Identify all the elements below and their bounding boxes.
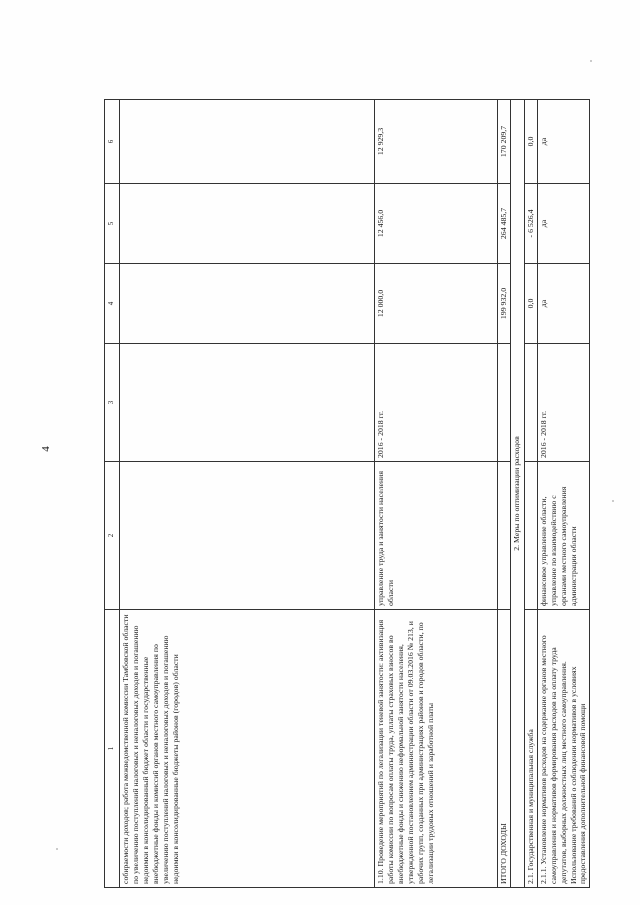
section-title: 2. Меры по оптимизации расходов [510,100,524,888]
responsible-body: управление труда и занятости населения области [375,462,498,610]
value-col6: 12 929,3 [375,100,498,184]
value-col4: 12 000,0 [375,264,498,344]
subsection-col5: - 6 526,4 [524,184,537,264]
subsection-empty-3 [524,344,537,462]
table-row [120,100,375,888]
period: 2016 - 2018 гг. [375,344,498,462]
value-col5 [120,184,375,264]
total-empty-3 [498,344,511,462]
total-empty-2 [498,462,511,610]
value-col6 [120,100,375,184]
subsection-empty-2 [524,462,537,610]
value-col6: да [537,100,590,184]
measure-description: 2.1.1. Установление нормативов расходов на содержание органов местного самоуправления и нормативов формирования расходов на оплату труда депутатов, выборных должностных лиц местного самоуправления. Использование требований о соблюдении нормативов в условиях предоставления дополнительной финансовой помощи [537,610,590,888]
value-col4: да [537,264,590,344]
responsible-body: финансовое управление области, управление по взаимодействию с органами местного самоуправления администрации области [537,462,590,610]
rotated-table-container [104,100,588,888]
total-col6: 170 209,7 [498,100,511,184]
subsection-col4: 0,0 [524,264,537,344]
subsection-col6: 0,0 [524,100,537,184]
total-label: ИТОГО ДОХОДЫ [498,610,511,888]
total-row [498,100,511,888]
subsection-label: 2.1. Государственная и муниципальная служба [524,610,537,888]
col-header-5: 5 [105,184,120,264]
value-col5: 12 456,0 [375,184,498,264]
header-row [105,100,120,888]
col-header-4: 4 [105,264,120,344]
col-header-1: 1 [105,610,120,888]
total-col5: 264 485,7 [498,184,511,264]
page-number: 4 [40,446,52,452]
measures-table [104,99,590,888]
scan-speck [56,848,58,850]
value-col5: да [537,184,590,264]
col-header-2: 2 [105,462,120,610]
table-row [537,100,590,888]
value-col4 [120,264,375,344]
col-header-6: 6 [105,100,120,184]
period [120,344,375,462]
scan-speck [590,60,592,62]
scan-speck [612,500,614,502]
responsible-body [120,462,375,610]
table-row [375,100,498,888]
col-header-3: 3 [105,344,120,462]
section-row [510,100,524,888]
total-col4: 199 932,0 [498,264,511,344]
subsection-row [524,100,537,888]
period: 2016 - 2018 гг. [537,344,590,462]
measure-description: собираемости доходов; работа межведомственной комиссии Тамбовской области по увеличению поступлений налоговых и неналоговых доходов и погашению недоимки в консолидированный бюджет области и государственные внебюджетные фонды и комиссий органов местного самоуправления по увеличению поступлений налоговых и неналоговых доходов и погашению недоимки в консолидированные бюджеты районов (городов) области [120,610,375,888]
measure-description: 1.10. Проведение мероприятий по легализации теневой занятости: активизация работы комиссии по вопросам оплаты труда, уплаты страховых взносов во внебюджетные фонды и снижению неформальной занятости населения, утвержденной постановлением администрации области от 09.03.2016 № 213, и рабочих групп, созданных при администрациях районов и городов области, по легализации трудовых отношений и заработной платы [375,610,498,888]
